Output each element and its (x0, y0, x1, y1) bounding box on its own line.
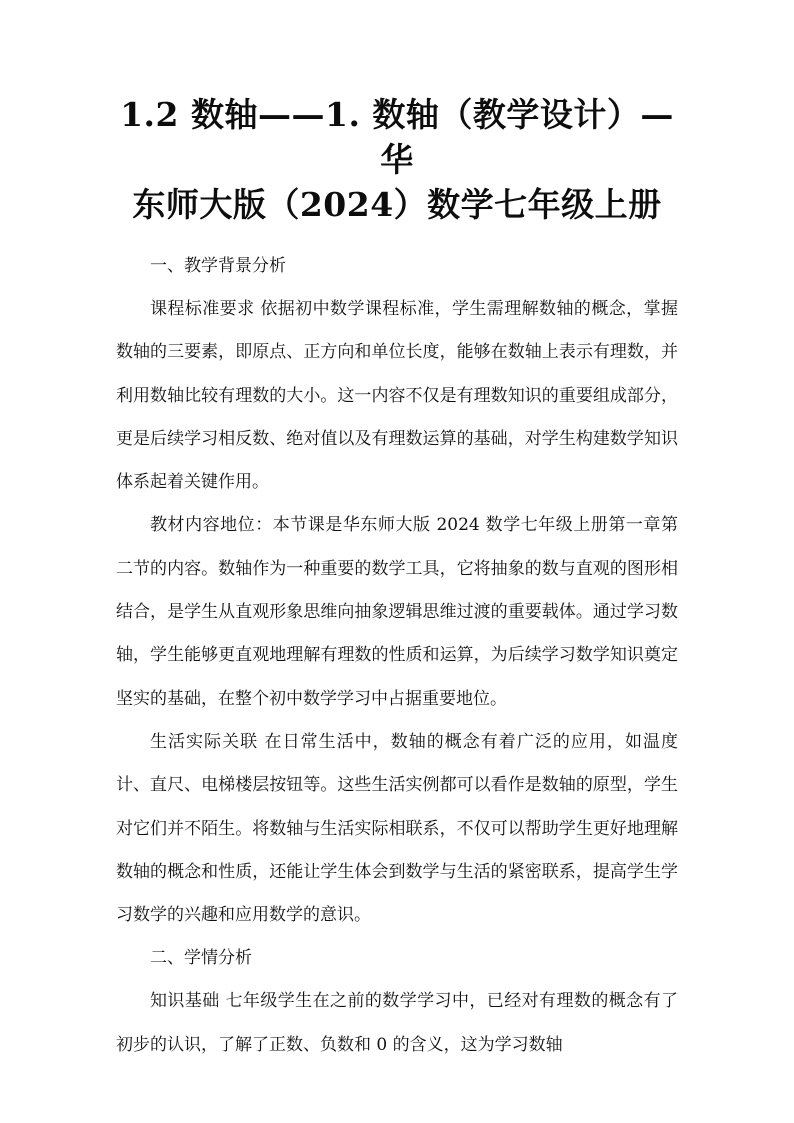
paragraph-real-life-connection: 生活实际关联 在日常生活中，数轴的概念有着广泛的应用，如温度计、直尺、电梯楼层按钮等。这些生活实例都可以看作是数轴的原型，学生对它们并不陌生。将数轴与生活实际相联系，不仅可以帮助学生更好地理解数轴的概念和性质，还能让学生体会到数学与生活的紧密联系，提高学生学习数学的兴趣和应用数学的意识。 (116, 731, 678, 926)
document-title (116, 92, 678, 227)
title-line-1: 1.2 数轴——1. 数轴（教学设计）—华 (120, 95, 674, 179)
paragraph-curriculum-requirements: 课程标准要求 依据初中数学课程标准，学生需理解数轴的概念，掌握数轴的三要素，即原点、正方向和单位长度，能够在数轴上表示有理数，并利用数轴比较有理数的大小。这一内容不仅是有理数知识的重要组成部分，更是后续学习相反数、绝对值以及有理数运算的基础，对学生构建数学知识体系起着关键作用。 (116, 299, 678, 493)
paragraph-knowledge-basis: 知识基础 七年级学生在之前的数学学习中，已经对有理数的概念有了初步的认识，了解了正数、负数和 0 的含义，这为学习数轴 (116, 991, 678, 1055)
paragraph-textbook-position: 教材内容地位：本节课是华东师大版 2024 数学七年级上册第一章第二节的内容。数轴作为一种重要的数学工具，它将抽象的数与直观的图形相结合，是学生从直观形象思维向抽象逻辑思维过渡的重要载体。通过学习数轴，学生能够更直观地理解有理数的性质和运算，为后续学习数学知识奠定坚实的基础，在整个初中数学学习中占据重要地位。 (116, 515, 678, 709)
title-line-2: 东师大版（2024）数学七年级上册 (132, 185, 662, 224)
section-heading-learner-analysis: 二、学情分析 (150, 948, 252, 969)
document-body (116, 245, 678, 1067)
section-heading-background: 一、教学背景分析 (150, 256, 286, 276)
